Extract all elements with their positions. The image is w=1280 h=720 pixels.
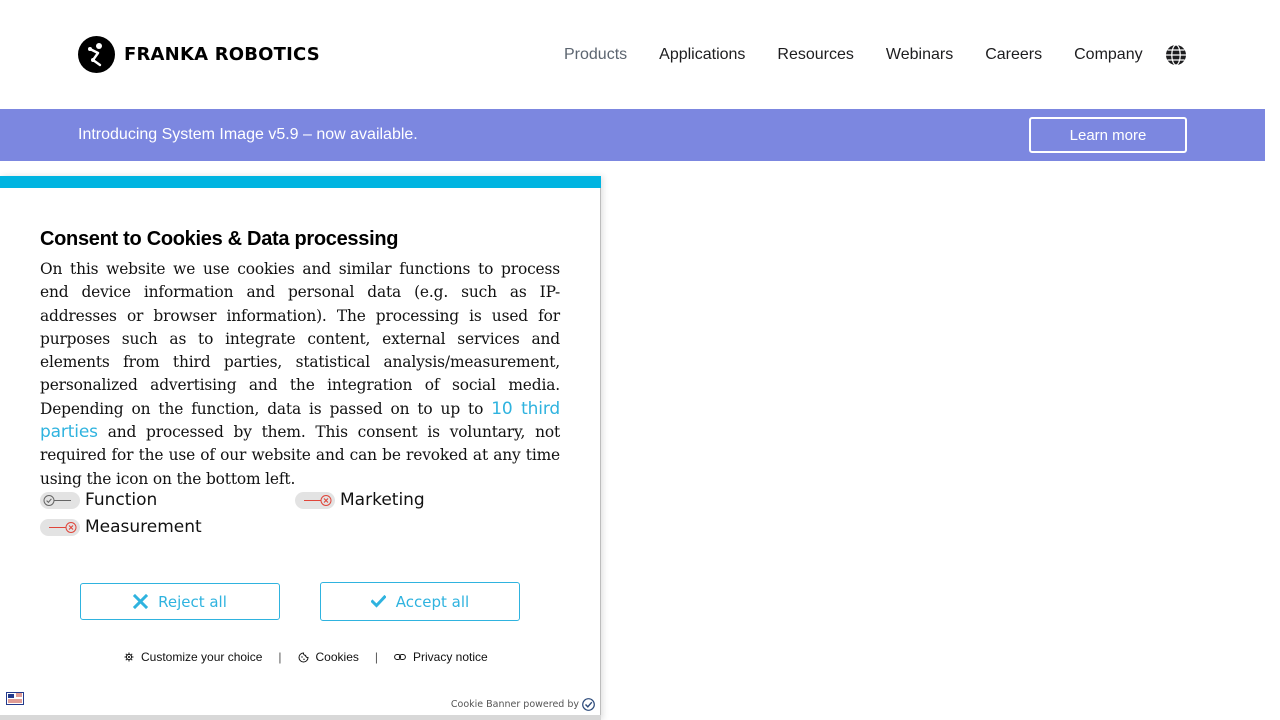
- cookie-icon: [298, 652, 309, 663]
- cookies-link[interactable]: [298, 650, 359, 664]
- brand-logo[interactable]: [78, 36, 320, 73]
- gear-icon: [124, 652, 134, 662]
- nav-item-applications[interactable]: Applications: [659, 46, 746, 63]
- x-circle-icon: [40, 519, 80, 536]
- toggle-label-function: Function: [85, 490, 158, 510]
- x-circle-icon: [295, 492, 335, 509]
- cookie-consent-dialog: [0, 176, 601, 720]
- check-icon: [371, 595, 386, 608]
- language-flag-icon[interactable]: [6, 692, 24, 705]
- globe-icon[interactable]: [1165, 44, 1187, 66]
- toggle-function[interactable]: [40, 490, 157, 510]
- dialog-accent-bar: [0, 176, 601, 188]
- link-icon: [394, 653, 406, 661]
- function-switch[interactable]: [40, 492, 80, 509]
- brand-name: FRANKA ROBOTICS: [124, 44, 320, 65]
- cookie-description: [40, 258, 560, 491]
- announcement-text: Introducing System Image v5.9 – now available.: [78, 126, 418, 143]
- franka-logo-icon: [78, 36, 115, 73]
- cookie-title: Consent to Cookies & Data processing: [40, 228, 399, 250]
- nav-item-careers[interactable]: Careers: [985, 46, 1043, 63]
- accept-all-label: Accept all: [395, 592, 470, 611]
- learn-more-button[interactable]: Learn more: [1029, 117, 1187, 153]
- toggle-label-measurement: Measurement: [85, 517, 202, 537]
- nav-item-webinars[interactable]: Webinars: [885, 46, 954, 63]
- cookie-footer-links: [124, 650, 488, 664]
- toggle-measurement[interactable]: [40, 517, 202, 537]
- announcement-bar: [0, 109, 1265, 161]
- nav-item-resources[interactable]: Resources: [777, 46, 854, 63]
- privacy-notice-link[interactable]: [394, 650, 488, 664]
- reject-all-label: Reject all: [158, 592, 227, 611]
- toggle-marketing[interactable]: [295, 490, 425, 510]
- check-circle-icon: [40, 492, 80, 509]
- dialog-bottom-bar: [0, 715, 601, 720]
- accept-all-button[interactable]: [320, 582, 520, 621]
- measurement-switch[interactable]: [40, 519, 80, 536]
- customize-choice-label: Customize your choice: [141, 650, 263, 664]
- marketing-switch[interactable]: [295, 492, 335, 509]
- cookie-body-text: On this website we use cookies and similar functions to process end device information and personal data (e.g. such as IP-addresses or browser information). The processing is used for purposes such as to integrate content, external services and elements from third parties, statistical analysis/measurement, personalized advertising and the integration of social media. Depending on the function, data is passed on to up to: [40, 260, 560, 418]
- footer-separator: |: [278, 650, 282, 664]
- toggle-label-marketing: Marketing: [340, 490, 425, 510]
- site-header: [0, 0, 1265, 109]
- shield-check-icon: [582, 698, 595, 711]
- cookie-body-text-continued: and processed by them. This consent is voluntary, not required for the use of our website and can be revoked at any time using the icon on the bottom left.: [40, 423, 560, 488]
- customize-choice-link[interactable]: [124, 650, 262, 664]
- third-parties-link[interactable]: 10 third parties: [40, 398, 560, 443]
- footer-separator: |: [374, 650, 378, 664]
- powered-by-text: Cookie Banner powered by: [450, 699, 579, 710]
- nav-item-company[interactable]: Company: [1074, 46, 1143, 63]
- nav-item-products[interactable]: Products: [564, 46, 628, 63]
- reject-all-button[interactable]: [80, 583, 280, 620]
- privacy-notice-label: Privacy notice: [413, 650, 488, 664]
- cookies-label: Cookies: [315, 650, 359, 664]
- main-nav: [564, 45, 1175, 65]
- powered-by[interactable]: [451, 698, 595, 711]
- close-icon: [133, 594, 148, 609]
